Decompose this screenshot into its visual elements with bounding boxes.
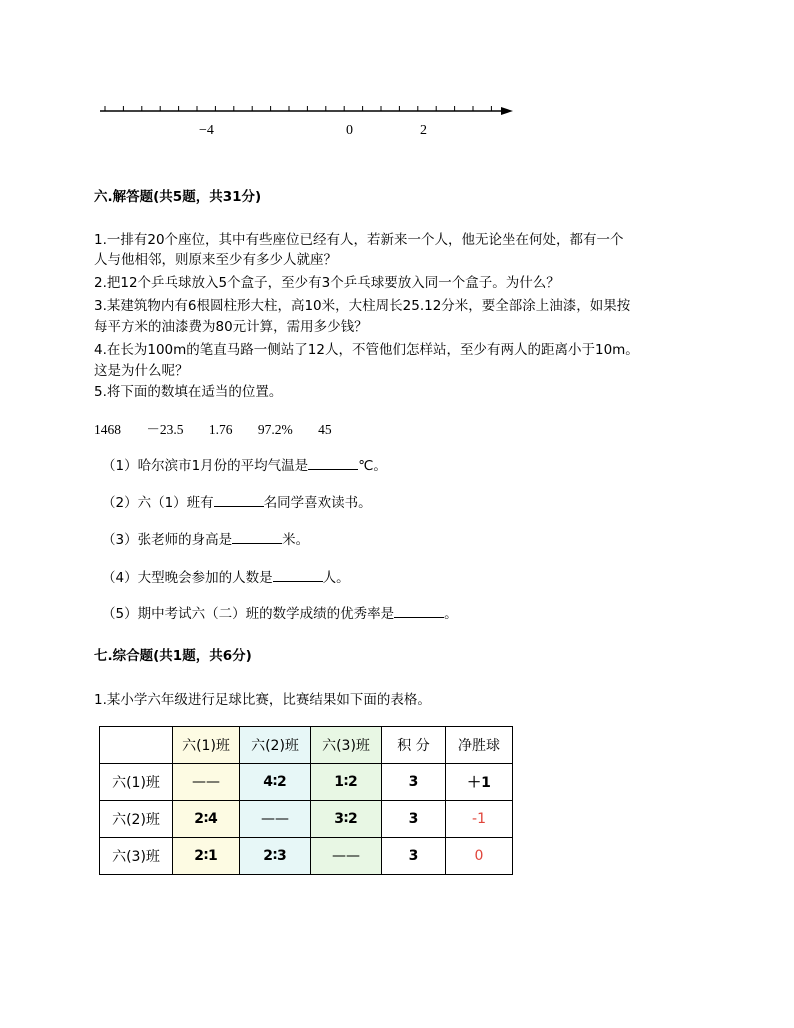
table-header-row bbox=[100, 727, 513, 764]
fill-item-5: （5）期中考试六（二）班的数学成绩的优秀率是 。 bbox=[102, 606, 458, 622]
q2: 2.把12个乒乓球放入5个盒子，至少有3个乒乓球要放入同一个盒子。为什么？ bbox=[94, 275, 560, 291]
tick-label-neg4: −4 bbox=[199, 123, 214, 136]
answer-blank[interactable] bbox=[308, 457, 358, 470]
table-cell: 六(3)班 bbox=[100, 838, 173, 875]
table-header: 六(3)班 bbox=[311, 727, 382, 764]
table-cell: 2∶1 bbox=[173, 838, 240, 875]
tick-label-0: 0 bbox=[346, 123, 353, 136]
table-cell: ＋1 bbox=[446, 764, 513, 801]
number-item: 97.2% bbox=[257, 422, 293, 437]
table-cell: —— bbox=[173, 764, 240, 801]
number-list bbox=[94, 418, 354, 438]
table-header: 六(2)班 bbox=[240, 727, 311, 764]
section6-title: 六.解答题(共5题，共31分) bbox=[94, 189, 262, 205]
fill-item-3: （3）张老师的身高是 米。 bbox=[102, 532, 310, 548]
score-table bbox=[99, 726, 513, 875]
q1-line1: 1.一排有20个座位，其中有些座位已经有人，若新来一个人，他无论坐在何处，都有一个 bbox=[94, 232, 624, 248]
table-cell: 3 bbox=[382, 838, 446, 875]
q1-line2: 人与他相邻，则原来至少有多少人就座？ bbox=[94, 252, 337, 268]
table-cell: 六(1)班 bbox=[100, 764, 173, 801]
table-cell: 2∶4 bbox=[173, 801, 240, 838]
q5: 5.将下面的数填在适当的位置。 bbox=[94, 384, 283, 400]
fill-item-4: （4）大型晚会参加的人数是 人。 bbox=[102, 570, 350, 586]
table-cell: -1 bbox=[446, 801, 513, 838]
q3-line2: 每平方米的油漆费为80元计算，需用多少钱？ bbox=[94, 319, 368, 335]
table-cell: 2∶3 bbox=[240, 838, 311, 875]
q4-line1: 4.在长为100m的笔直马路一侧站了12人，不管他们怎样站，至少有两人的距离小于10m。 bbox=[94, 342, 639, 358]
table-cell: —— bbox=[311, 838, 382, 875]
table-cell: 4∶2 bbox=[240, 764, 311, 801]
number-item: 1468 bbox=[94, 422, 121, 437]
table-header: 积 分 bbox=[382, 727, 446, 764]
answer-blank[interactable] bbox=[273, 569, 323, 582]
section7-title: 七.综合题(共1题，共6分) bbox=[94, 648, 252, 664]
answer-blank[interactable] bbox=[232, 531, 282, 544]
table-cell: 3 bbox=[382, 801, 446, 838]
answer-blank[interactable] bbox=[394, 605, 444, 618]
table-header: 净胜球 bbox=[446, 727, 513, 764]
table-row bbox=[100, 838, 513, 875]
q4-line2: 这是为什么呢？ bbox=[94, 363, 189, 379]
table-header bbox=[100, 727, 173, 764]
answer-blank[interactable] bbox=[214, 494, 264, 507]
table-cell: 0 bbox=[446, 838, 513, 875]
number-item: 1.76 bbox=[208, 422, 233, 437]
table-cell: —— bbox=[240, 801, 311, 838]
table-cell: 六(2)班 bbox=[100, 801, 173, 838]
fill-item-2: （2）六（1）班有 名同学喜欢读书。 bbox=[102, 495, 372, 511]
number-item: －23.5 bbox=[146, 422, 184, 437]
fill-item-1: （1）哈尔滨市1月份的平均气温是 ℃。 bbox=[102, 458, 387, 474]
table-row bbox=[100, 801, 513, 838]
table-cell: 3∶2 bbox=[311, 801, 382, 838]
number-item: 45 bbox=[318, 422, 332, 437]
q3-line1: 3.某建筑物内有6根圆柱形大柱，高10米，大柱周长25.12分米，要全部涂上油漆，如果按 bbox=[94, 298, 631, 314]
table-cell: 1∶2 bbox=[311, 764, 382, 801]
s7-q1: 1.某小学六年级进行足球比赛，比赛结果如下面的表格。 bbox=[94, 692, 431, 708]
table-header: 六(1)班 bbox=[173, 727, 240, 764]
tick-label-2: 2 bbox=[420, 123, 427, 136]
table-cell: 3 bbox=[382, 764, 446, 801]
table-row bbox=[100, 764, 513, 801]
number-line bbox=[95, 96, 525, 136]
